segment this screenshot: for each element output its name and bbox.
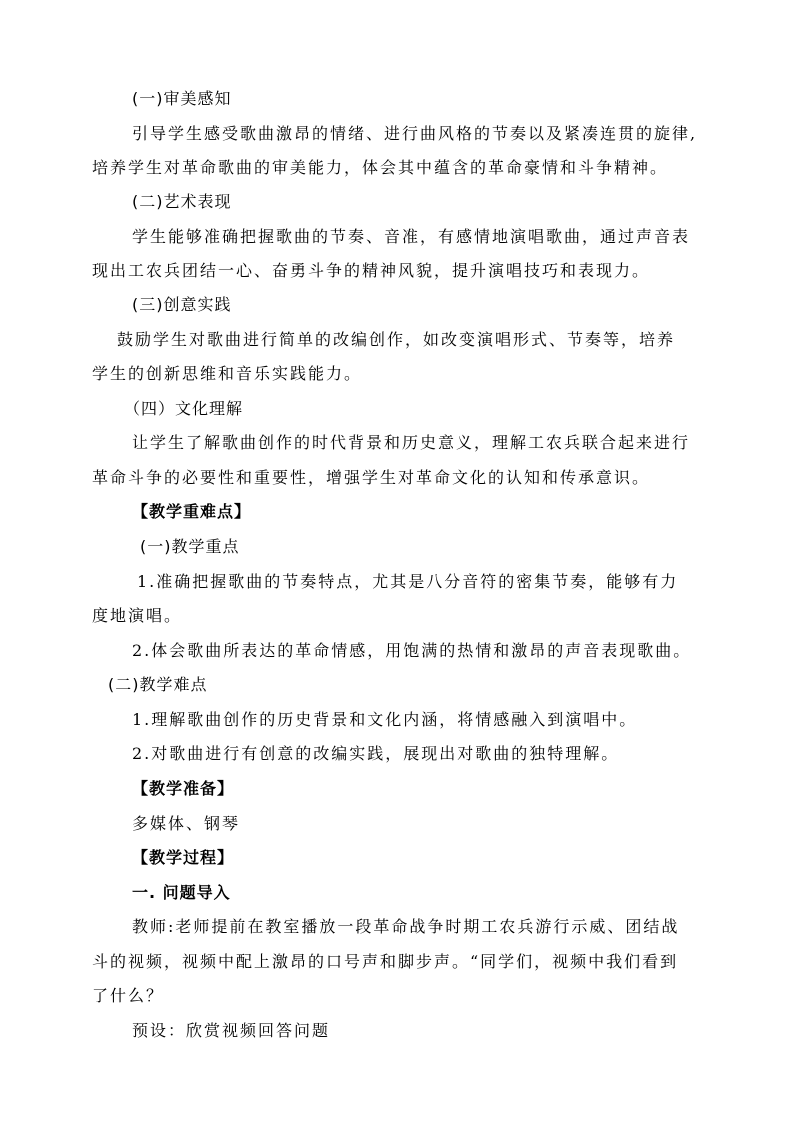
- aesthetic-paragraph-line-2: 培养学生对革命歌曲的审美能力，体会其中蕴含的革命豪情和斗争精神。: [92, 158, 669, 177]
- prep-title: 【教学准备】: [132, 779, 235, 798]
- intro-paragraph-line-3: 了什么？: [92, 986, 165, 1005]
- key-focus-1-line-2: 度地演唱。: [92, 606, 183, 625]
- key-difficulty-title: 【教学重难点】: [132, 502, 252, 521]
- creative-paragraph-line-2: 学生的创新思维和音乐实践能力。: [92, 364, 363, 383]
- key-difficulty-2: 2.对歌曲进行有创意的改编实践，展现出对歌曲的独特理解。: [132, 744, 620, 763]
- creative-paragraph-line-1: 鼓励学生对歌曲进行简单的改编创作，如改变演唱形式、节奏等，培养: [117, 330, 676, 349]
- intro-heading: 一. 问题导入: [132, 883, 231, 902]
- aesthetic-paragraph-line-1: 引导学生感受歌曲激昂的情绪、进行曲风格的节奏以及紧凑连贯的旋律,: [132, 124, 698, 143]
- process-title: 【教学过程】: [132, 848, 235, 867]
- intro-paragraph-line-2: 斗的视频，视频中配上激昂的口号声和脚步声。“同学们，视频中我们看到: [92, 952, 679, 971]
- key-difficulty-heading: (二)教学难点: [108, 675, 208, 694]
- prep-items: 多媒体、钢琴: [132, 814, 241, 833]
- intro-preset: 预设：欣赏视频回答问题: [132, 1021, 331, 1040]
- key-difficulty-1: 1.理解歌曲创作的历史背景和文化内涵，将情感融入到演唱中。: [132, 710, 638, 729]
- culture-paragraph-line-2: 革命斗争的必要性和重要性，增强学生对革命文化的认知和传承意识。: [92, 468, 651, 487]
- key-focus-heading: (一)教学重点: [140, 537, 240, 556]
- key-focus-1-line-1: 1.准确把握歌曲的节奏特点，尤其是八分音符的密集节奏，能够有力: [137, 572, 679, 591]
- aesthetic-heading: (一)审美感知: [132, 89, 232, 108]
- culture-paragraph-line-1: 让学生了解歌曲创作的时代背景和历史意义，理解工农兵联合起来进行: [132, 433, 691, 452]
- key-focus-2: 2.体会歌曲所表达的革命情感，用饱满的热情和激昂的声音表现歌曲。: [132, 641, 692, 660]
- art-paragraph-line-2: 现出工农兵团结一心、奋勇斗争的精神风貌，提升演唱技巧和表现力。: [92, 261, 651, 280]
- intro-paragraph-line-1: 教师:老师提前在教室播放一段革命战争时期工农兵游行示威、团结战: [132, 917, 680, 936]
- art-paragraph-line-1: 学生能够准确把握歌曲的节奏、音准，有感情地演唱歌曲，通过声音表: [132, 227, 691, 246]
- creative-heading: (三)创意实践: [132, 295, 232, 314]
- culture-heading: （四）文化理解: [124, 399, 244, 418]
- art-heading: (二)艺术表现: [132, 192, 232, 211]
